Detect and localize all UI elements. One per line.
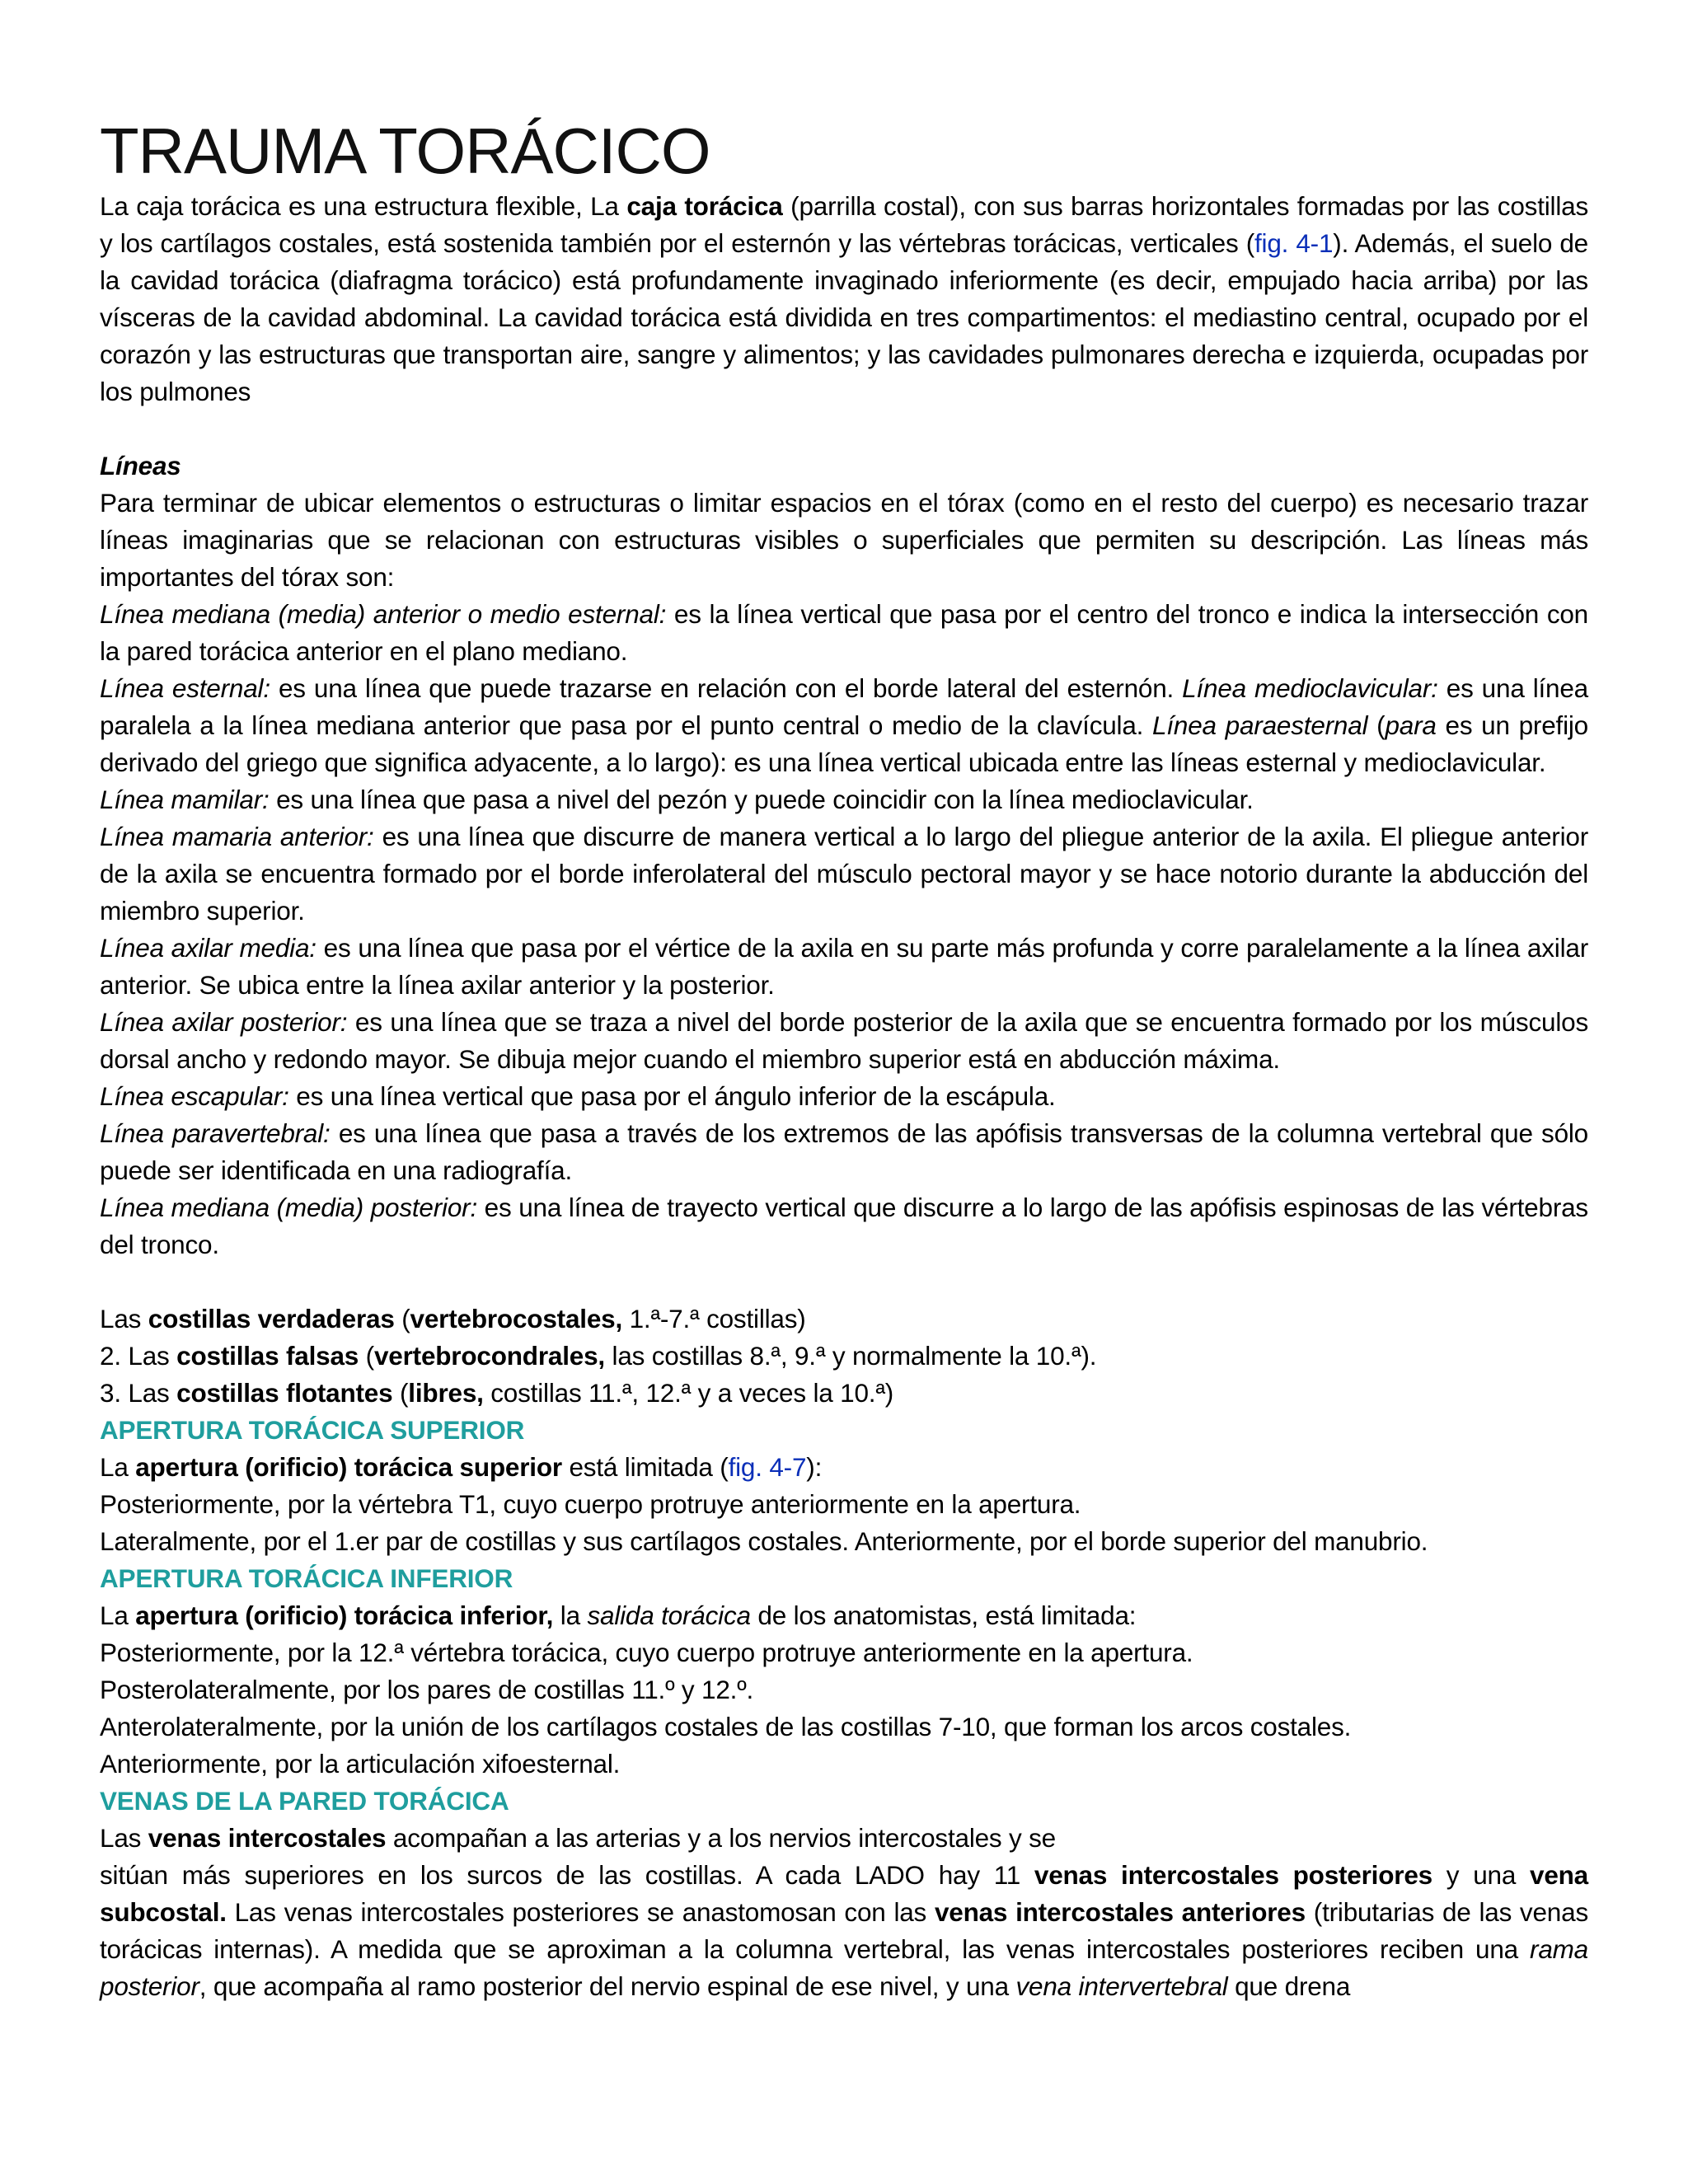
spacer <box>100 1263 1588 1301</box>
definition-term: Línea mamilar: <box>100 785 270 814</box>
section-heading-lineas: Líneas <box>100 451 181 480</box>
section-heading-venas: VENAS DE LA PARED TORÁCICA <box>100 1786 509 1816</box>
apertura-inferior-intro: La apertura (orificio) torácica inferior, la salida torácica de los anatomistas, está limitada: <box>100 1601 1137 1630</box>
definition-linea-escapular: Línea escapular: es una línea vertical que pasa por el ángulo inferior de la escápula. <box>100 1081 1056 1111</box>
costillas-verdaderas-line: Las costillas verdaderas (vertebrocostales, 1.ª-7.ª costillas) <box>100 1304 806 1333</box>
lineas-intro: Para terminar de ubicar elementos o estructuras o limitar espacios en el tórax (como en el resto del cuerpo) es necesario trazar líneas imaginarias que se relacionan con estructuras visibles o superficiales que permiten su descripción. Las líneas más importantes del tórax son: <box>100 488 1588 592</box>
definition-term: Línea mediana (media) posterior: <box>100 1193 477 1222</box>
definition-term: Línea paraesternal <box>1152 710 1368 740</box>
section-heading-apertura-inferior: APERTURA TORÁCICA INFERIOR <box>100 1563 513 1593</box>
costillas-flotantes-line: 3. Las costillas flotantes (libres, costillas 11.ª, 12.ª y a veces la 10.ª) <box>100 1378 894 1408</box>
figure-link[interactable]: fig. 4-1 <box>1254 228 1334 258</box>
apertura-inferior-line: Posterolateralmente, por los pares de costillas 11.º y 12.º. <box>100 1675 754 1704</box>
venas-intro: Las venas intercostales acompañan a las arterias y a los nervios intercostales y se <box>100 1823 1057 1853</box>
section-heading-apertura-superior: APERTURA TORÁCICA SUPERIOR <box>100 1415 525 1445</box>
definition-linea-paravertebral: Línea paravertebral: es una línea que pasa a través de los extremos de las apófisis transversas de la columna vertebral que sólo puede ser identificada en una radiografía. <box>100 1118 1589 1185</box>
definition-term: Línea mamaria anterior: <box>100 822 374 851</box>
apertura-superior-line: Posteriormente, por la vértebra T1, cuyo cuerpo protruye anteriormente en la apertura. <box>100 1489 1081 1519</box>
apertura-inferior-line: Anteriormente, por la articulación xifoesternal. <box>100 1749 621 1779</box>
definition-term: Línea medioclavicular: <box>1182 673 1438 703</box>
figure-link[interactable]: fig. 4-7 <box>728 1452 807 1482</box>
definition-term: Línea esternal: <box>100 673 270 703</box>
definition-lineas-esternal-group: Línea esternal: es una línea que puede trazarse en relación con el borde lateral del esternón. Línea medioclavicular: es una línea paralela a la línea mediana anterior que pasa por el punto central o medio de la clavícula. Línea paraesternal (para es un prefijo derivado del griego que significa adyacente, a lo largo): es una línea vertical ubicada entre las líneas esternal y medioclavicular. <box>100 673 1589 777</box>
definition-term: Línea mediana (media) anterior o medio esternal: <box>100 599 667 629</box>
term-caja-toracica: caja torácica <box>626 191 783 221</box>
definition-linea-axilar-media: Línea axilar media: es una línea que pasa por el vértice de la axila en su parte más profunda y corre paralelamente a la línea axilar anterior. Se ubica entre la línea axilar anterior y la posterior. <box>100 933 1588 1000</box>
definition-term: Línea escapular: <box>100 1081 289 1111</box>
definition-linea-mamaria: Línea mamaria anterior: es una línea que discurre de manera vertical a lo largo del pliegue anterior de la axila. El pliegue anterior de la axila se encuentra formado por el borde inferolateral del músculo pectoral mayor y se hace notorio durante la abducción del miembro superior. <box>100 822 1589 926</box>
definition-linea-axilar-posterior: Línea axilar posterior: es una línea que se traza a nivel del borde posterior de la axila que se encuentra formado por los músculos dorsal ancho y redondo mayor. Se dibuja mejor cuando el miembro superior está en abducción máxima. <box>100 1007 1589 1074</box>
apertura-inferior-line: Anterolateralmente, por la unión de los cartílagos costales de las costillas 7-10, que forman los arcos costales. <box>100 1712 1352 1741</box>
document-title: TRAUMA TORÁCICO <box>100 115 710 187</box>
costillas-falsas-line: 2. Las costillas falsas (vertebrocondrales, las costillas 8.ª, 9.ª y normalmente la 10.ª). <box>100 1341 1097 1371</box>
definition-linea-mamilar: Línea mamilar: es una línea que pasa a nivel del pezón y puede coincidir con la línea medioclavicular. <box>100 785 1254 814</box>
intro-paragraph: La caja torácica es una estructura flexible, La caja torácica (parrilla costal), con sus barras horizontales formadas por las costillas y los cartílagos costales, está sostenida también por el esternón y las vértebras torácicas, verticales (fig. 4-1). Además, el suelo de la cavidad torácica (diafragma torácico) está profundamente invaginado inferiormente (es decir, empujado hacia arriba) por las vísceras de la cavidad abdominal. La cavidad torácica está dividida en tres compartimentos: el mediastino central, ocupado por el corazón y las estructuras que transportan aire, sangre y alimentos; y las cavidades pulmonares derecha e izquierda, ocupadas por los pulmones <box>100 191 1589 406</box>
document-body <box>100 114 1588 2005</box>
definition-linea-mediana-posterior: Línea mediana (media) posterior: es una línea de trayecto vertical que discurre a lo largo de las apófisis espinosas de las vértebras del tronco. <box>100 1193 1588 1259</box>
spacer <box>100 410 1588 448</box>
definition-term: Línea axilar posterior: <box>100 1007 348 1037</box>
definition-linea-mediana: Línea mediana (media) anterior o medio esternal: es la línea vertical que pasa por el centro del tronco e indica la intersección con la pared torácica anterior en el plano mediano. <box>100 599 1589 666</box>
definition-term: Línea axilar media: <box>100 933 316 963</box>
apertura-superior-intro: La apertura (orificio) torácica superior está limitada (fig. 4-7): <box>100 1452 823 1482</box>
apertura-superior-line: Lateralmente, por el 1.er par de costillas y sus cartílagos costales. Anteriormente, por el borde superior del manubrio. <box>100 1526 1428 1556</box>
apertura-inferior-line: Posteriormente, por la 12.ª vértebra torácica, cuyo cuerpo protruye anteriormente en la apertura. <box>100 1638 1193 1667</box>
venas-paragraph: sitúan más superiores en los surcos de las costillas. A cada LADO hay 11 venas intercostales posteriores y una vena subcostal. Las venas intercostales posteriores se anastomosan con las venas intercostales anteriores (tributarias de las venas torácicas internas). A medida que se aproximan a la columna vertebral, las venas intercostales posteriores reciben una rama posterior, que acompaña al ramo posterior del nervio espinal de ese nivel, y una vena intervertebral que drena <box>100 1860 1588 2001</box>
definition-term: Línea paravertebral: <box>100 1118 331 1148</box>
